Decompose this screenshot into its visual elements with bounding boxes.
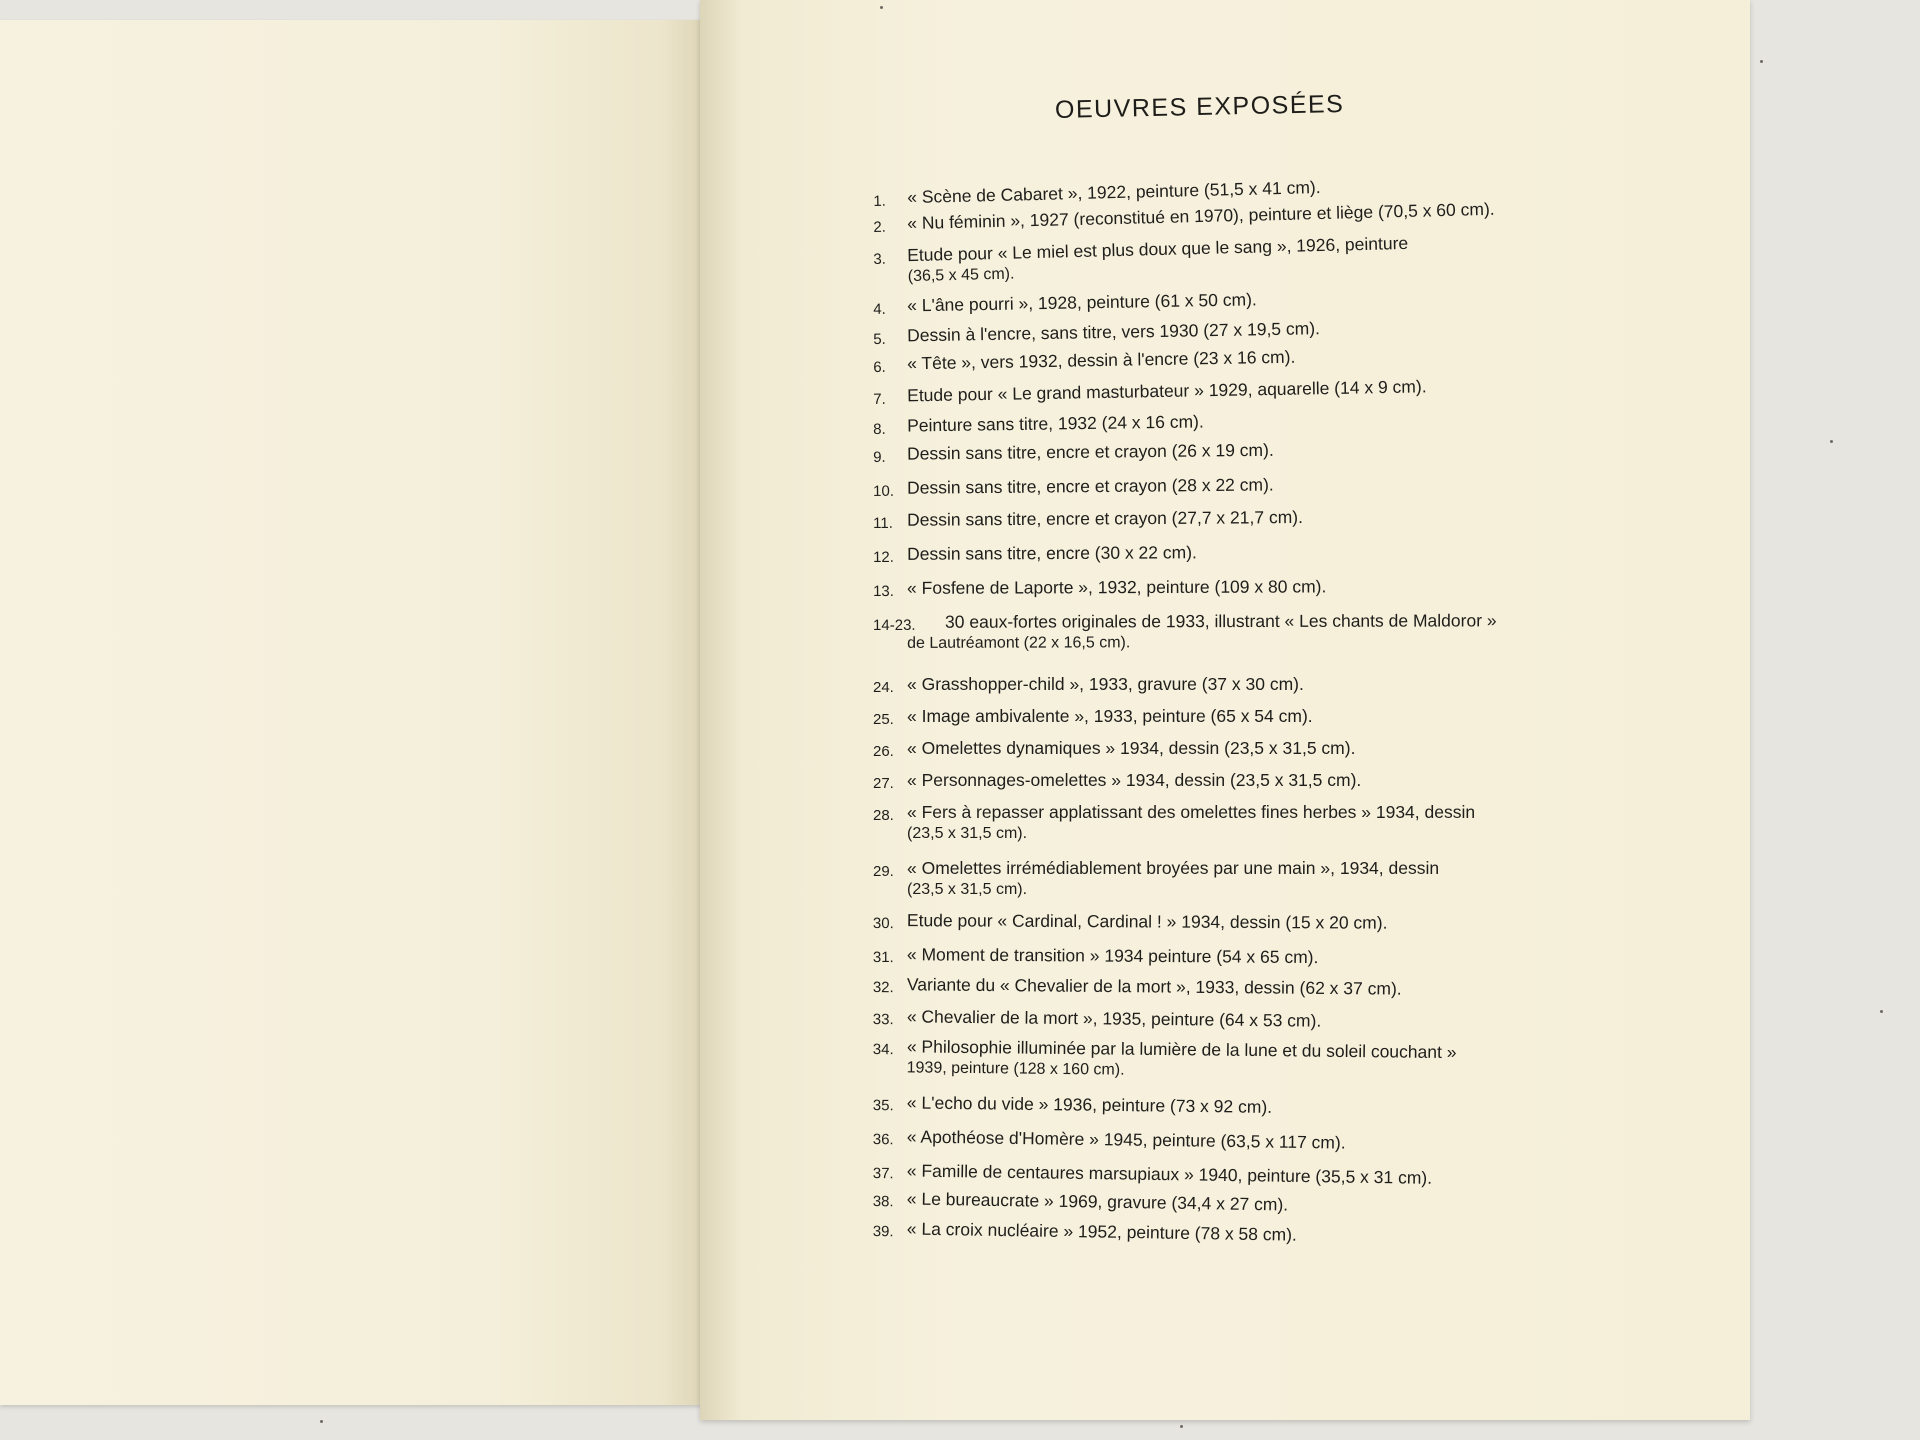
item-description: « La croix nucléaire » 1952, peinture (78 x 58 cm).: [906, 1218, 1298, 1245]
item-description: Etude pour « Cardinal, Cardinal ! » 1934, dessin (15 x 20 cm).: [906, 910, 1388, 933]
item-description: « Moment de transition » 1934 peinture (54 x 65 cm).: [906, 944, 1319, 968]
item-description: 30 eaux-fortes originales de 1933, illustrant « Les chants de Maldoror »: [944, 610, 1497, 632]
item-description: « Image ambivalente », 1933, peinture (65 x 54 cm).: [907, 706, 1313, 726]
item-description: « Scène de Cabaret », 1922, peinture (51,5 x 41 cm).: [906, 177, 1321, 208]
dust-speck: [1830, 440, 1833, 443]
item-number: 13.: [873, 582, 894, 600]
item-continuation: 1939, peinture (128 x 160 cm).: [906, 1059, 1125, 1079]
item-description: Dessin à l'encre, sans titre, vers 1930 (27 x 19,5 cm).: [906, 318, 1321, 346]
item-number: 32.: [872, 978, 894, 997]
item-description: « Omelettes dynamiques » 1934, dessin (23,5 x 31,5 cm).: [907, 738, 1356, 758]
item-number: 36.: [872, 1130, 894, 1149]
item-number: 24.: [873, 679, 894, 696]
item-number: 8.: [873, 420, 886, 438]
item-number: 25.: [873, 711, 894, 728]
item-description: Etude pour « Le grand masturbateur » 1929, aquarelle (14 x 9 cm).: [906, 376, 1427, 406]
item-number: 14-23.: [873, 616, 916, 634]
list-item: [873, 770, 1573, 791]
item-description: « L'âne pourri », 1928, peinture (61 x 50 cm).: [906, 289, 1257, 316]
dust-speck: [1180, 1425, 1183, 1428]
item-description: Peinture sans titre, 1932 (24 x 16 cm).: [906, 411, 1204, 436]
item-continuation: (23,5 x 31,5 cm).: [907, 881, 1028, 898]
item-number: 5.: [873, 330, 886, 348]
list-item: [873, 802, 1573, 844]
item-description: Dessin sans titre, encre (30 x 22 cm).: [906, 542, 1197, 564]
item-number: 1.: [873, 192, 887, 210]
item-description: « Chevalier de la mort », 1935, peinture (64 x 53 cm).: [906, 1006, 1322, 1031]
item-description: « Famille de centaures marsupiaux » 1940, peinture (35,5 x 31 cm).: [906, 1160, 1433, 1188]
item-description: Dessin sans titre, encre et crayon (26 x 19 cm).: [906, 439, 1274, 464]
item-number: 11.: [873, 514, 893, 532]
list-item: [873, 674, 1573, 695]
item-description: « Philosophie illuminée par la lumière de la lune et du soleil couchant »: [906, 1036, 1457, 1063]
item-number: 34.: [872, 1040, 894, 1059]
left-blank-page: [0, 20, 705, 1405]
item-number: 9.: [873, 448, 886, 466]
item-description: Dessin sans titre, encre et crayon (28 x 22 cm).: [906, 474, 1274, 498]
dust-speck: [1760, 60, 1763, 63]
item-description: Variante du « Chevalier de la mort », 1933, dessin (62 x 37 cm).: [906, 974, 1402, 999]
item-number: 26.: [873, 743, 894, 760]
item-description: « Nu féminin », 1927 (reconstitué en 1970), peinture et liège (70,5 x 60 cm).: [906, 198, 1495, 234]
list-item: [873, 738, 1573, 759]
list-item: [873, 610, 1573, 654]
item-number: 4.: [873, 300, 886, 318]
item-number: 2.: [873, 218, 887, 236]
item-number: 31.: [872, 948, 894, 967]
item-number: 6.: [873, 358, 886, 376]
item-number: 7.: [873, 390, 886, 408]
list-item: [873, 858, 1573, 900]
item-continuation: de Lautréamont (22 x 16,5 cm).: [907, 634, 1131, 652]
item-description: Dessin sans titre, encre et crayon (27,7 x 21,7 cm).: [906, 506, 1304, 530]
page-title: OEUVRES EXPOSÉES: [1054, 89, 1345, 124]
dust-speck: [880, 6, 883, 9]
dust-speck: [320, 1420, 323, 1423]
item-continuation: (23,5 x 31,5 cm).: [907, 825, 1028, 842]
item-number: 29.: [873, 863, 894, 880]
item-number: 39.: [872, 1222, 894, 1241]
item-number: 37.: [872, 1164, 894, 1183]
item-description: « Omelettes irrémédiablement broyées par une main », 1934, dessin: [907, 858, 1440, 878]
item-description: « Personnages-omelettes » 1934, dessin (23,5 x 31,5 cm).: [907, 770, 1362, 790]
item-description: « Fers à repasser applatissant des omelettes fines herbes » 1934, dessin: [907, 802, 1476, 822]
list-item: [873, 576, 1573, 599]
item-number: 10.: [873, 482, 895, 500]
list-item: [873, 1036, 1573, 1085]
item-number: 33.: [872, 1010, 894, 1029]
item-continuation: (36,5 x 45 cm).: [907, 265, 1015, 286]
item-number: 27.: [873, 775, 894, 792]
item-description: « Fosfene de Laporte », 1932, peinture (109 x 80 cm).: [906, 576, 1327, 598]
dust-speck: [1880, 1010, 1883, 1013]
item-description: « Apothéose d'Homère » 1945, peinture (63,5 x 117 cm).: [906, 1126, 1346, 1153]
item-number: 12.: [873, 548, 894, 566]
item-number: 3.: [873, 250, 887, 268]
item-description: « Le bureaucrate » 1969, gravure (34,4 x 27 cm).: [906, 1188, 1289, 1215]
item-description: « Tête », vers 1932, dessin à l'encre (23 x 16 cm).: [906, 346, 1296, 374]
list-item: [873, 910, 1573, 935]
item-number: 38.: [872, 1192, 894, 1211]
list-item: [873, 540, 1573, 565]
item-number: 28.: [873, 807, 894, 824]
item-number: 30.: [872, 914, 894, 933]
list-item: [873, 706, 1573, 727]
item-number: 35.: [872, 1096, 894, 1115]
item-description: « Grasshopper-child », 1933, gravure (37 x 30 cm).: [907, 674, 1304, 694]
item-description: Etude pour « Le miel est plus doux que le sang », 1926, peinture: [906, 232, 1409, 266]
item-description: « L'echo du vide » 1936, peinture (73 x 92 cm).: [906, 1092, 1273, 1117]
